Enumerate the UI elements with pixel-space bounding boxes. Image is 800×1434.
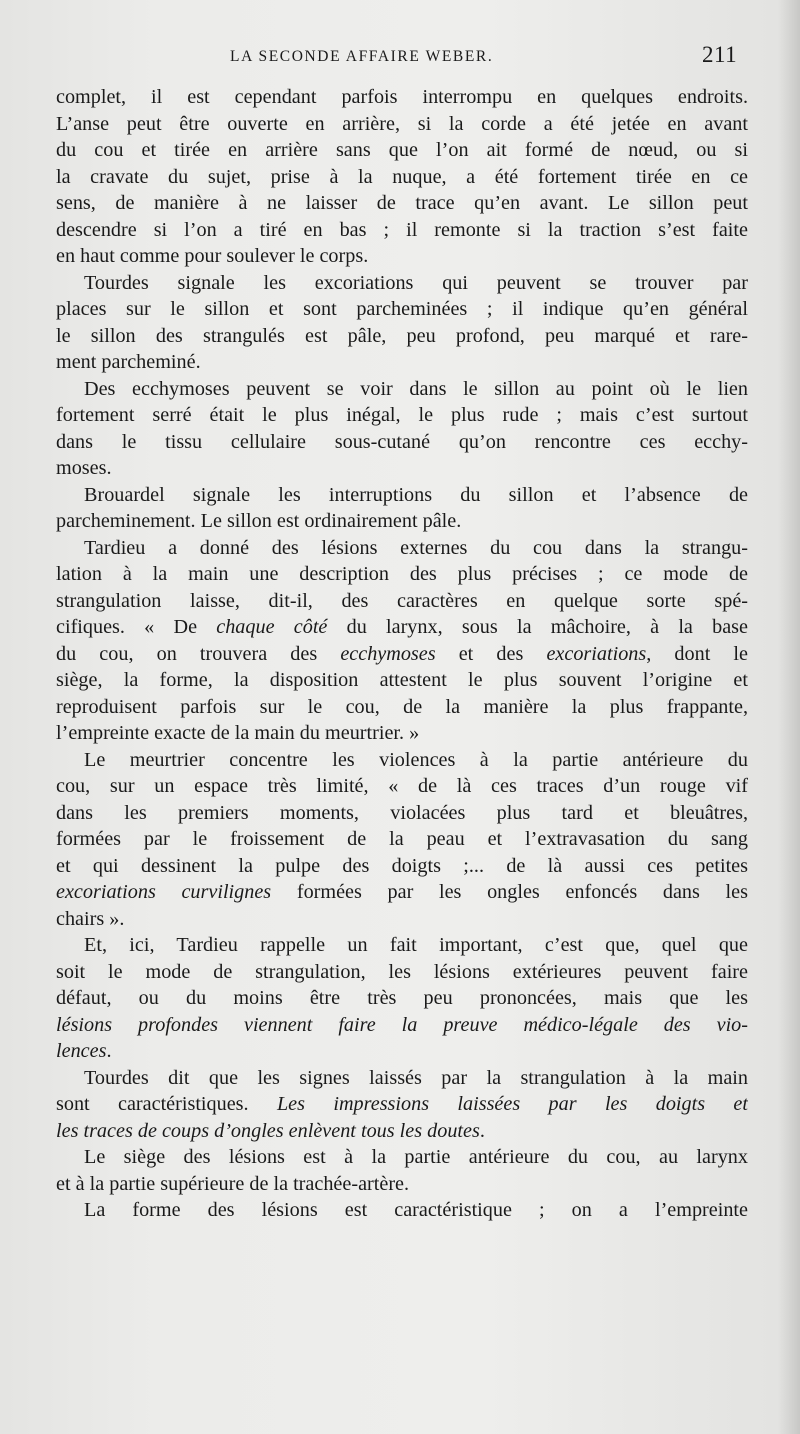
text-line: soit le mode de strangulation, les lésions extérieures peuvent faire [56, 960, 748, 983]
running-title: LA SECONDE AFFAIRE WEBER. [230, 48, 494, 65]
text-line: places sur le sillon et sont parcheminées ; il indique qu’en général [56, 298, 748, 320]
text-line: et qui dessinent la pulpe des doigts ;... de là aussi ces petites [56, 854, 748, 877]
text-line: formées par le froissement de la peau et l’extravasation du sang [56, 828, 748, 850]
text-line: chairs ». [56, 907, 125, 930]
text-line: du cou, on trouvera des ecchymoses et des excoriations, dont le [56, 642, 748, 665]
text-line: sens, de manière à ne laisser de trace qu’en avant. Le sillon peut [56, 192, 748, 214]
italic-phrase: lésions profondes viennent faire la preuve médico-légale des vio- [56, 1013, 748, 1036]
text-line: excoriations curvilignes formées par les ongles enfoncés dans les [56, 881, 748, 903]
text-line: complet, il est cependant parfois interrompu en quelques endroits. [56, 86, 748, 108]
text-line: cou, sur un espace très limité, « de là ces traces d’un rouge vif [56, 775, 748, 797]
page-header [0, 42, 800, 76]
text-line: la cravate du sujet, prise à la nuque, a été fortement tirée en ce [56, 165, 748, 188]
text-line: l’empreinte exacte de la main du meurtrier. » [56, 722, 420, 744]
page-number: 211 [702, 42, 738, 67]
text-line: reproduisent parfois sur le cou, de la manière la plus frappante, [56, 695, 748, 718]
text-line: Et, ici, Tardieu rappelle un fait important, c’est que, quel que [84, 934, 748, 956]
text-line: dans les premiers moments, violacées plus tard et bleuâtres, [56, 801, 748, 824]
text-line [56, 1012, 748, 1039]
text-line: parcheminement. Le sillon est ordinairement pâle. [56, 510, 462, 532]
text-line: Tardieu a donné des lésions externes du cou dans la strangu- [84, 536, 748, 559]
italic-phrase: excoriations curvilignes [56, 881, 272, 903]
text-line: défaut, ou du moins être très peu prononcées, mais que les [56, 987, 748, 1009]
text-line: ment parcheminé. [56, 351, 201, 373]
body-text [56, 84, 748, 1224]
text-line: cifiques. « De chaque côté du larynx, sous la mâchoire, à la base [56, 616, 748, 638]
italic-phrase: lences [56, 1040, 107, 1062]
text-line: Brouardel signale les interruptions du sillon et l’absence de [84, 483, 748, 506]
text-line: lences. [56, 1040, 112, 1062]
text-line: en haut comme pour soulever le corps. [56, 245, 369, 267]
text-line: L’anse peut être ouverte en arrière, si la corde a été jetée en avant [56, 112, 748, 135]
text-line: dans le tissu cellulaire sous-cutané qu’on rencontre ces ecchy- [56, 430, 748, 453]
italic-phrase: ecchymoses [340, 642, 436, 665]
text-line: Le siège des lésions est à la partie antérieure du cou, au larynx [84, 1146, 748, 1168]
text-line: strangulation laisse, dit-il, des caractères en quelque sorte spé- [56, 589, 748, 612]
text-line: les traces de coups d’ongles enlèvent tous les doutes. [56, 1119, 485, 1142]
text-line: du cou et tirée en arrière sans que l’on ait formé de nœud, ou si [56, 139, 748, 161]
text-line: le sillon des strangulés est pâle, peu profond, peu marqué et rare- [56, 324, 748, 347]
text-line: fortement serré était le plus inégal, le plus rude ; mais c’est surtout [56, 404, 748, 426]
text-line: descendre si l’on a tiré en bas ; il remonte si la traction s’est faite [56, 218, 748, 241]
text-line: La forme des lésions est caractéristique ; on a l’empreinte [84, 1199, 748, 1221]
italic-phrase: les traces de coups d’ongles enlèvent tous les doutes [56, 1119, 480, 1142]
text-line: Des ecchymoses peuvent se voir dans le sillon au point où le lien [84, 377, 748, 400]
text-line: et à la partie supérieure de la trachée-artère. [56, 1172, 410, 1195]
text-line: Tourdes dit que les signes laissés par la strangulation à la main [84, 1066, 748, 1089]
text-line: Tourdes signale les excoriations qui peuvent se trouver par [84, 271, 748, 294]
text-line: moses. [56, 457, 112, 479]
text-line: lation à la main une description des plus précises ; ce mode de [56, 563, 748, 585]
page-edge-shadow [778, 0, 800, 1434]
italic-phrase: chaque côté [216, 616, 328, 638]
text-line: sont caractéristiques. Les impressions laissées par les doigts et [56, 1093, 748, 1115]
italic-phrase: excoriations [546, 642, 647, 665]
text-line: siège, la forme, la disposition attestent le plus souvent l’origine et [56, 669, 748, 691]
text-line: Le meurtrier concentre les violences à la partie antérieure du [84, 748, 748, 771]
italic-phrase: Les impressions laissées par les doigts et [276, 1093, 748, 1115]
